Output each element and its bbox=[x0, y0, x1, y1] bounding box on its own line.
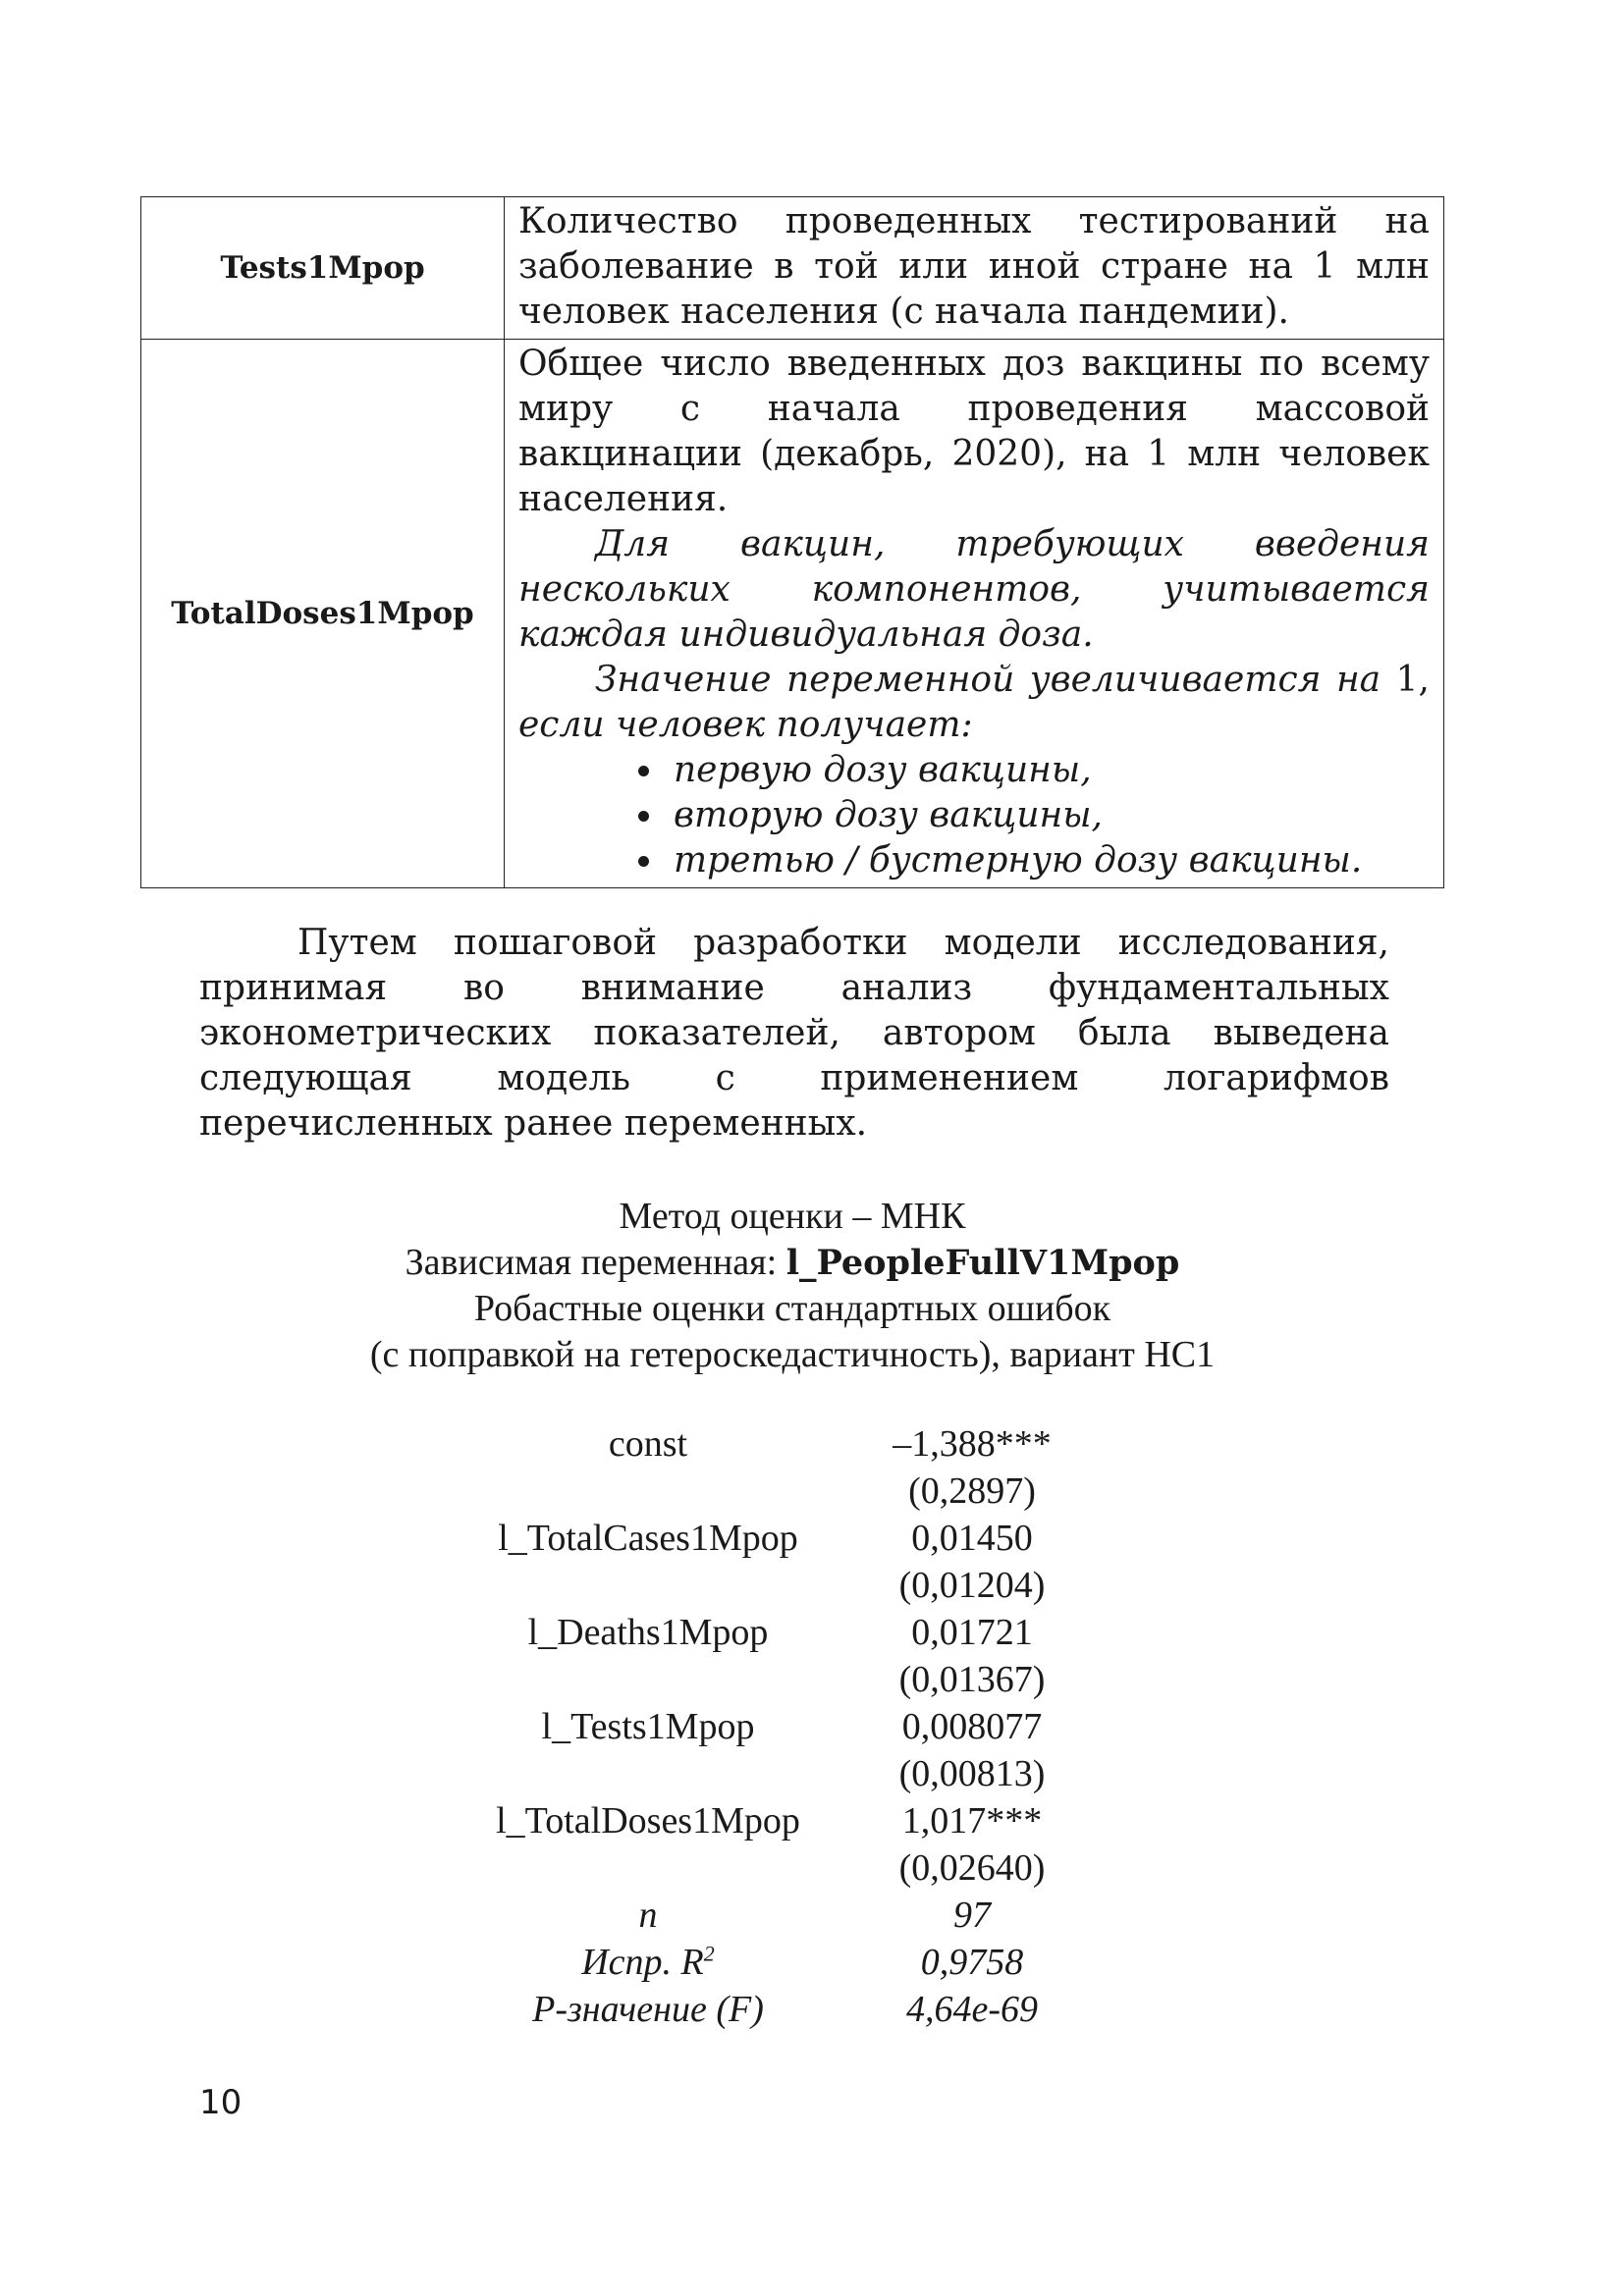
stat-value: 4,64e-69 bbox=[905, 1989, 1039, 2030]
std-error: (0,00813) bbox=[898, 1753, 1046, 1794]
dose-list bbox=[518, 748, 1430, 883]
table-row bbox=[461, 1420, 1110, 1468]
coef-value: –1,388*** bbox=[893, 1423, 1052, 1465]
table-row bbox=[461, 1609, 1110, 1656]
std-error: (0,01204) bbox=[898, 1565, 1046, 1606]
body-paragraph: Путем пошаговой разработки модели исследования, принимая во внимание анализ фундаментальных эконометрических показателей, автором была выведена следующая модель с применением логарифмов перечисленных ранее переменных. bbox=[199, 923, 1389, 1144]
table-row bbox=[141, 340, 1444, 888]
list-item: • вторую дозу вакцины, bbox=[666, 793, 1430, 838]
description-note: Значение переменной увеличивается на 1, если человек получает: bbox=[518, 660, 1430, 745]
variable-name: Tests1Mpop bbox=[141, 197, 505, 340]
coef-label: l_Tests1Mpop bbox=[541, 1706, 755, 1747]
std-error: (0,02640) bbox=[898, 1847, 1046, 1889]
page-number: 10 bbox=[199, 2083, 243, 2122]
coef-label: l_TotalCases1Mpop bbox=[498, 1518, 798, 1559]
table-row bbox=[461, 1892, 1110, 1939]
description-text: Количество проведенных тестирований на заболевание в той или иной стране на 1 млн человек населения (с начала пандемии). bbox=[518, 201, 1430, 332]
estimation-method: Метод оценки – МНК bbox=[619, 1196, 966, 1237]
list-item: • первую дозу вакцины, bbox=[666, 748, 1430, 793]
table-row bbox=[461, 1515, 1110, 1562]
table-row bbox=[461, 1562, 1110, 1609]
stat-label: P-значение (F) bbox=[532, 1989, 764, 2030]
table-row bbox=[141, 197, 1444, 340]
coef-label: l_Deaths1Mpop bbox=[527, 1612, 769, 1653]
regression-results bbox=[461, 1420, 1110, 2033]
stat-value: 97 bbox=[953, 1895, 991, 1936]
coef-value: 0,01721 bbox=[911, 1612, 1033, 1653]
description-note: Для вакцин, требующих введения нескольких компонентов, учитывается каждая индивидуальная доза. bbox=[518, 524, 1430, 655]
coef-value: 0,01450 bbox=[911, 1518, 1033, 1559]
coef-value: 1,017*** bbox=[901, 1800, 1043, 1842]
description-text: Общее число введенных доз вакцины по всему миру с начала проведения массовой вакцинации (декабрь, 2020), на 1 млн человек населения. bbox=[518, 344, 1430, 519]
table-row bbox=[461, 1703, 1110, 1750]
heteroskedasticity-note: (с поправкой на гетероскедастичность), вариант HC1 bbox=[369, 1334, 1216, 1375]
coef-label: const bbox=[608, 1423, 688, 1465]
table-row bbox=[461, 1986, 1110, 2033]
list-item: • третью / бустерную дозу вакцины. bbox=[666, 838, 1430, 883]
robust-errors-note: Робастные оценки стандартных ошибок bbox=[473, 1288, 1111, 1329]
stat-label: n bbox=[638, 1895, 658, 1936]
stat-value: 0,9758 bbox=[920, 1942, 1024, 1983]
stat-label: Испр. $R^2$ bbox=[581, 1941, 715, 1983]
coef-value: 0,008077 bbox=[901, 1706, 1043, 1747]
variable-description bbox=[505, 340, 1444, 888]
variable-name: TotalDoses1Mpop bbox=[141, 340, 505, 888]
table-row bbox=[461, 1939, 1110, 1986]
coef-label: l_TotalDoses1Mpop bbox=[496, 1800, 800, 1842]
variables-table bbox=[140, 196, 1444, 888]
table-row bbox=[461, 1750, 1110, 1797]
table-row bbox=[461, 1468, 1110, 1515]
model-header bbox=[140, 1194, 1444, 1378]
dependent-variable: Зависимая переменная: l_PeopleFullV1Mpop bbox=[405, 1242, 1180, 1283]
table-row bbox=[461, 1797, 1110, 1844]
std-error: (0,01367) bbox=[898, 1659, 1046, 1700]
table-row bbox=[461, 1844, 1110, 1892]
table-row bbox=[461, 1656, 1110, 1703]
std-error: (0,2897) bbox=[908, 1470, 1036, 1512]
variable-description bbox=[505, 197, 1444, 340]
